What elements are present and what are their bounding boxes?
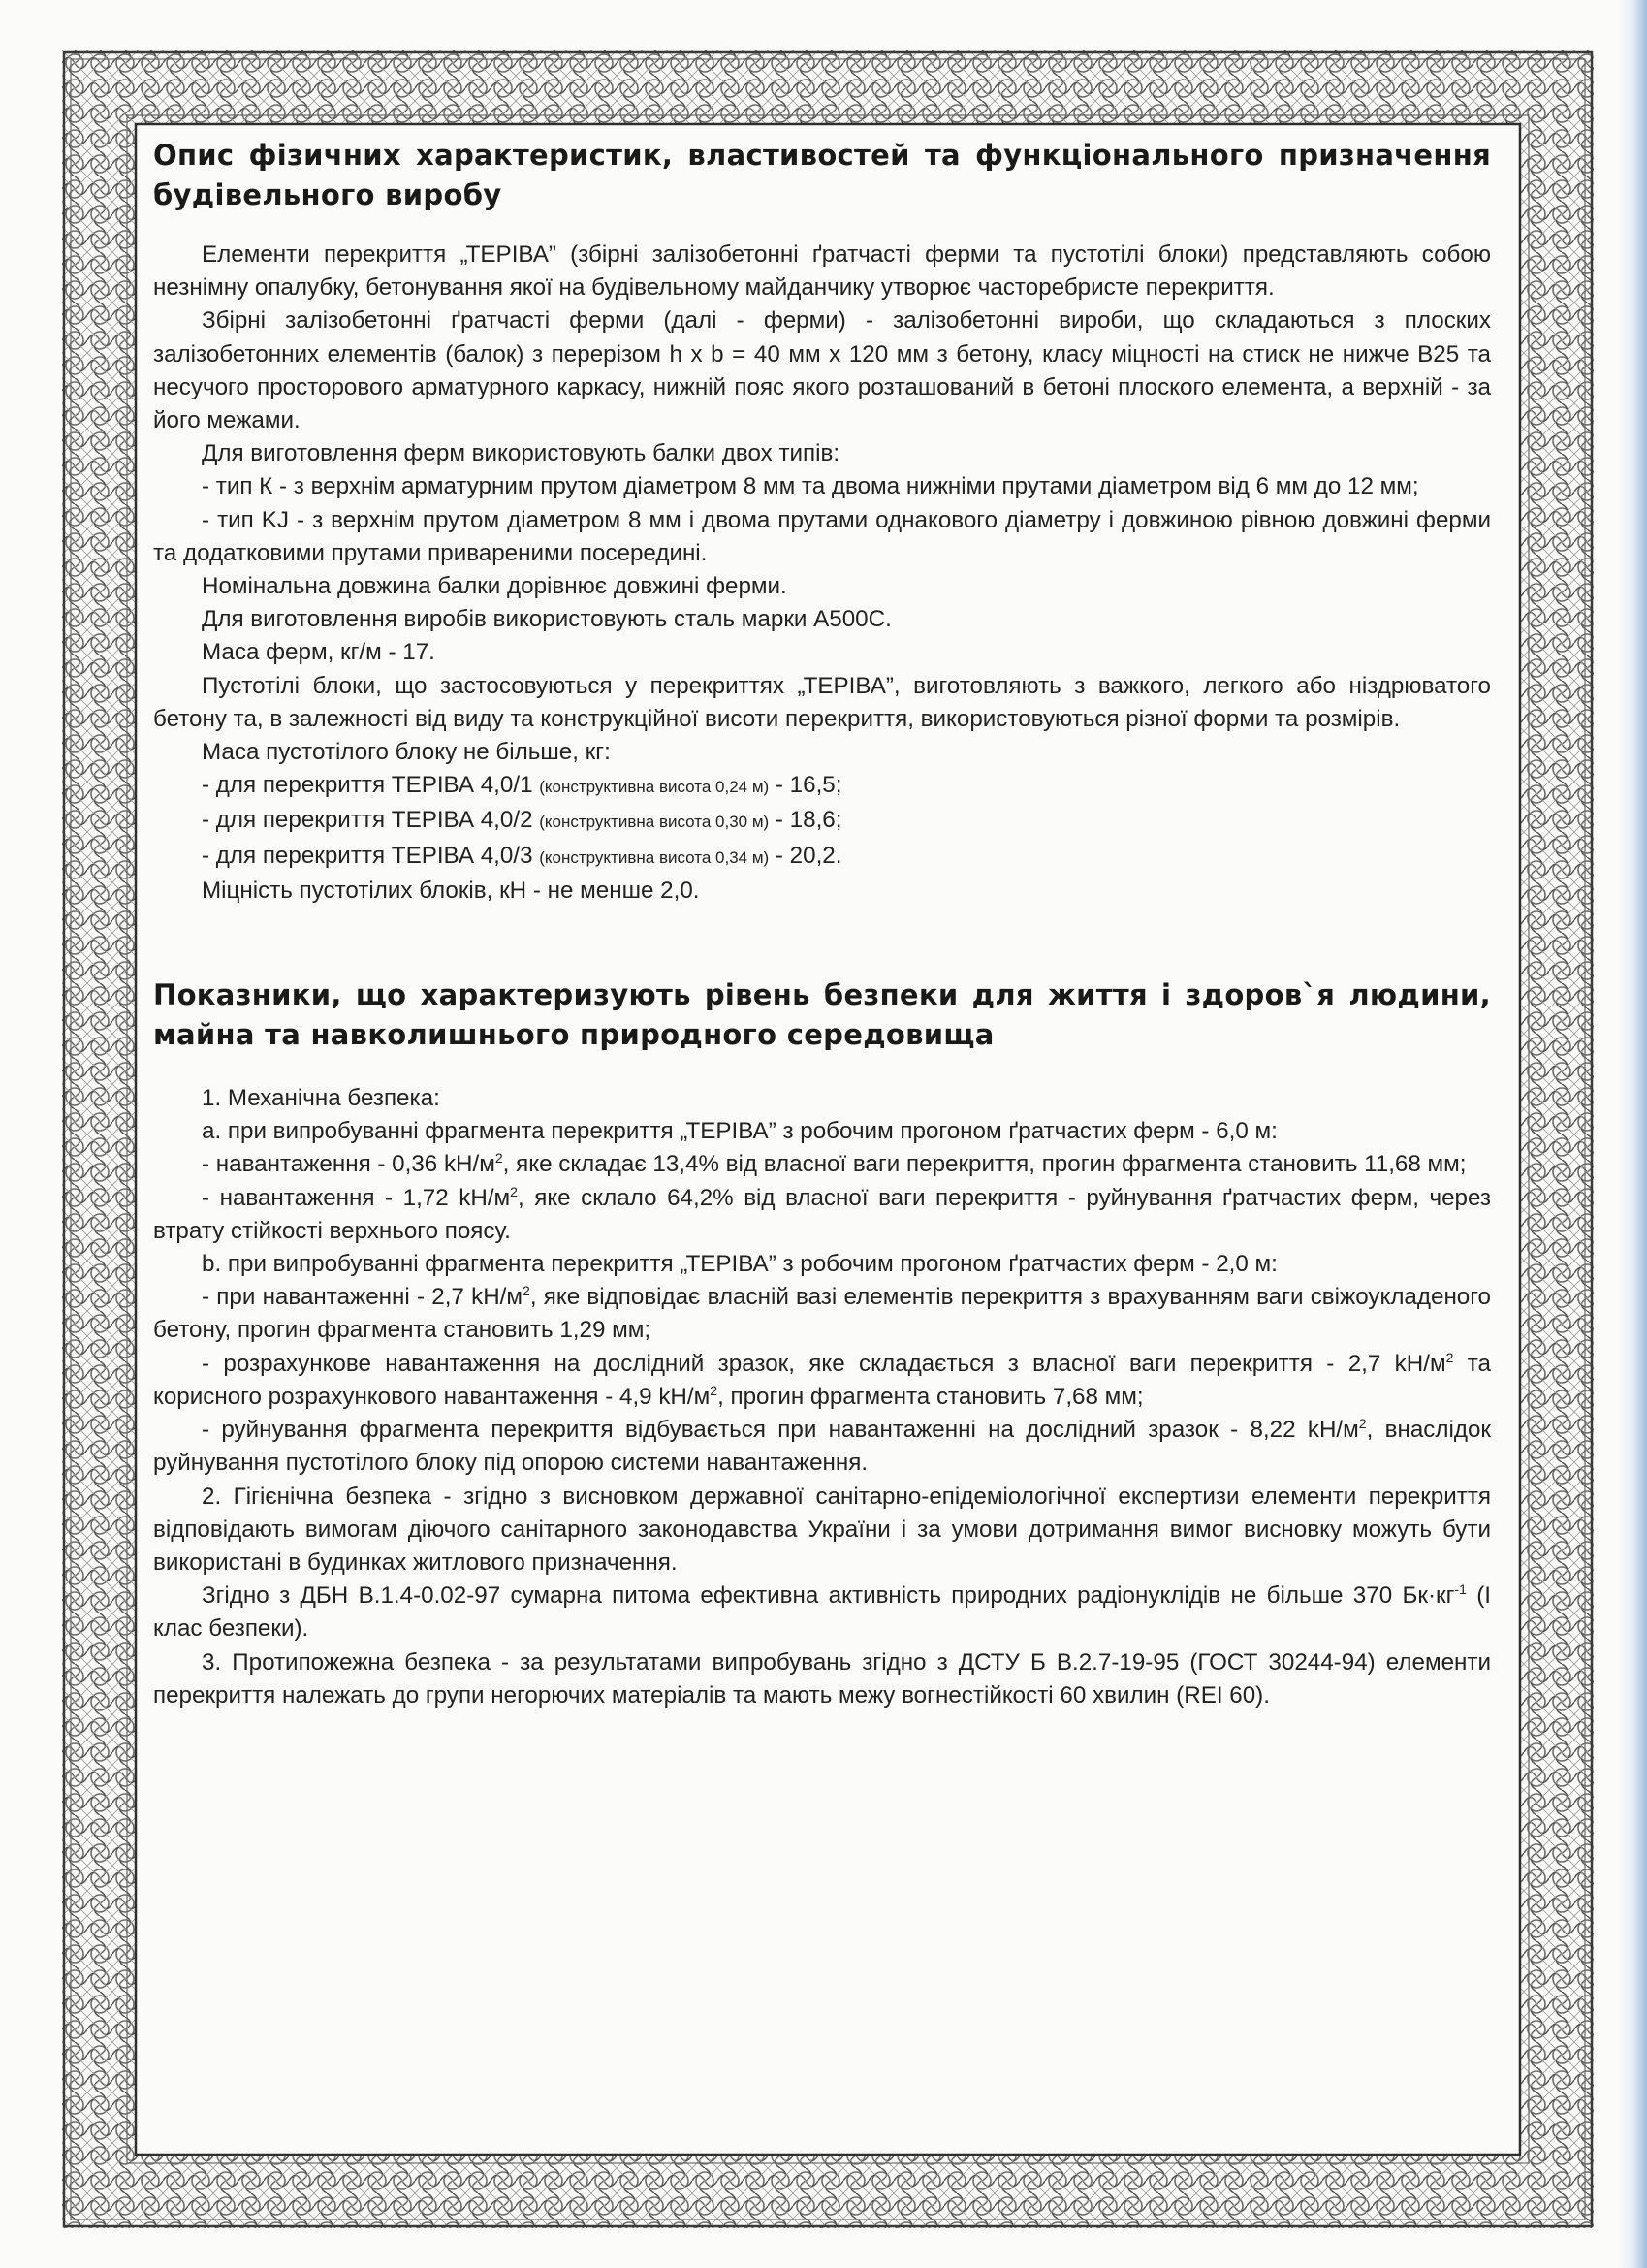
document-body (153, 136, 1491, 2114)
description-block (153, 239, 1491, 908)
paragraph: Збірні залізобетонні ґратчасті ферми (далі - ферми) - залізобетонні вироби, що складаються з плоских залізобетонних елементів (балок) з перерізом h x b = 40 мм x 120 мм з бетону, класу міцності на стиск не нижче В25 та несучого просторового арматурного каркасу, нижній пояс якого розташований в бетоні плоского елемента, а верхній - за його межами. (153, 307, 1491, 434)
block-mass-item: - для перекриття ТЕРІВА 4,0/1 (конструктивна висота 0,24 м) - 16,5; (202, 772, 842, 799)
paragraph: - при навантаженні - 2,7 $kH/м^2$, яке відповідає власній вазі елементів перекриття з врахуванням ваги свіжоукладеного бетону, прогин фрагмента становить 1,29 мм; (153, 1283, 1491, 1344)
paragraph: Для виготовлення ферм використовують балки двох типів: (202, 440, 840, 467)
section-title-description: Опис фізичних характеристик, властивостей та функціонального призначення будівельного виробу (153, 139, 1491, 211)
paragraph: Маса ферм, кг/м - 17. (202, 639, 435, 666)
section-title-safety: Показники, що характеризують рівень безпеки для життя і здоров`я людини, майна та навколишнього природного середовища (153, 978, 1491, 1052)
paragraph: - розрахункове навантаження на дослідний зразок, яке складається з власної ваги перекриття - 2,7 $kH/м^2$ та корисного розрахункового навантаження - 4,9 $kH/м^2$, прогин фрагмента становить 7,68 мм; (153, 1349, 1491, 1410)
paragraph: 2. Гігієнічна безпека - згідно з висновком державної санітарно-епідеміологічної експертизи елементи перекриття відповідають вимогам діючого санітарного законодавства України і за умови дотримання вимог висновку можуть бути використані в будинках житлового призначення. (153, 1483, 1491, 1576)
paragraph: Маса пустотілого блоку не більше, кг: (202, 739, 611, 766)
paragraph: - тип К - з верхнім арматурним прутом діаметром 8 мм та двома нижніми прутами діаметром від 6 мм до 12 мм; (202, 473, 1419, 500)
paragraph: - руйнування фрагмента перекриття відбувається при навантаженні на дослідний зразок - 8,22 $kH/м^2$, внаслідок руйнування пустотілого блоку під опорою системи навантаження. (153, 1416, 1491, 1477)
paragraph: a. при випробуванні фрагмента перекриття „ТЕРІВА” з робочим прогоном ґратчастих ферм - 6,0 м: (202, 1118, 1278, 1145)
paragraph: b. при випробуванні фрагмента перекриття „ТЕРІВА” з робочим прогоном ґратчастих ферм - 2,0 м: (202, 1251, 1278, 1278)
block-mass-item: - для перекриття ТЕРІВА 4,0/2 (конструктивна висота 0,30 м) - 18,6; (202, 807, 842, 834)
paragraph: Елементи перекриття „ТЕРІВА” (збірні залізобетонні ґратчасті ферми та пустотілі блоки) представляють собою незнімну опалубку, бетонування якої на будівельному майданчику утворює часторебристе перекриття. (153, 241, 1491, 302)
paragraph: - навантаження - 0,36 $kH/м^2$, яке складає 13,4% від власної ваги перекриття, прогин фрагмента становить 11,68 мм; (202, 1150, 1467, 1178)
paragraph: Номінальна довжина балки дорівнює довжині ферми. (202, 573, 787, 600)
paragraph: Згідно з ДБН В.1.4-0.02-97 сумарна питома ефективна активність природних радіонуклідів не більше 370 $Бк\cdot кг^{-1}$ (І клас безпеки). (153, 1581, 1491, 1643)
safety-block (153, 1082, 1491, 1712)
scan-edge-strip (1618, 0, 1647, 2268)
block-mass-item: - для перекриття ТЕРІВА 4,0/3 (конструктивна висота 0,34 м) - 20,2. (202, 842, 842, 869)
paragraph: Для виготовлення виробів використовують сталь марки А500С. (202, 606, 892, 633)
paragraph: 3. Протипожежна безпека - за результатами випробувань згідно з ДСТУ Б В.2.7-19-95 (ГОСТ 30244-94) елементи перекриття належать до групи негорючих матеріалів та мають межу вогнестійкості 60 хвилин (REI 60). (153, 1648, 1491, 1709)
paragraph: - навантаження - 1,72 $kH/м^2$, яке склало 64,2% від власної ваги перекриття - руйнування ґратчастих ферм, через втрату стійкості верхнього поясу. (153, 1183, 1491, 1244)
paragraph: Міцність пустотілих блоків, кН - не менше 2,0. (202, 877, 700, 904)
paragraph: 1. Механічна безпека: (202, 1085, 440, 1112)
paragraph: Пустотілі блоки, що застосовуються у перекриттях „ТЕРІВА”, виготовляють з важкого, легкого або ніздрюватого бетону та, в залежності від виду та конструкційної висоти перекриття, використовуються різної форми та розмірів. (153, 672, 1491, 732)
paragraph: - тип KJ - з верхнім прутом діаметром 8 мм і двома прутами однакового діаметру і довжиною рівною довжині ферми та додатковими прутами привареними посередині. (153, 506, 1491, 566)
